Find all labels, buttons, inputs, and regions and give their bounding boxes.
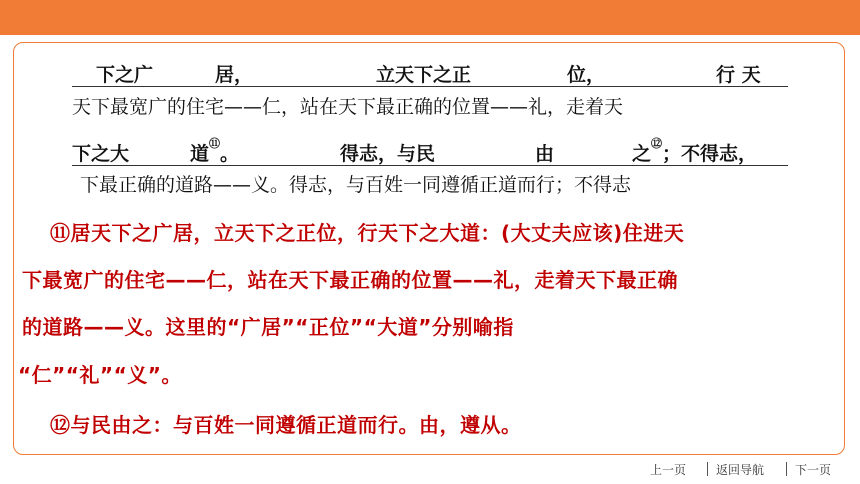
next-page-link[interactable]: 下一页 — [795, 463, 832, 477]
source-punct: 。 — [220, 143, 240, 165]
source-word-with-note — [632, 139, 757, 166]
note-11-line-3: 的道路——义。这里的“广居”“正位”“大道”分别喻指 — [22, 315, 514, 339]
source-word: 居， — [215, 64, 254, 86]
footer-divider — [786, 462, 787, 476]
source-word: 得志，与民 — [340, 143, 436, 165]
note-12: ⑫与民由之：与百姓一同遵循正道而行。由，遵从。 — [50, 413, 522, 437]
source-underline-1 — [72, 86, 788, 87]
note-11-line-2: 下最宽广的住宅——仁，站在天下最正确的位置——礼，走着天下最正确 — [22, 268, 678, 292]
footer-divider — [707, 462, 708, 476]
prev-page-link[interactable]: 上一页 — [650, 463, 687, 477]
source-word: 由 — [535, 143, 555, 165]
back-to-nav-link[interactable]: 返回导航 — [716, 463, 765, 477]
note-11-line-4: “仁”“礼”“义”。 — [18, 363, 182, 387]
source-word: 道 — [190, 143, 210, 165]
note-marker-12: ⑫ — [651, 137, 663, 150]
source-word: 立天下之正 — [376, 64, 472, 86]
source-word-with-note — [190, 139, 239, 166]
source-word: 之 — [632, 143, 652, 165]
note-marker-11: ⑪ — [209, 137, 221, 150]
source-word: ；不得志， — [662, 143, 758, 165]
source-word: 位， — [567, 64, 606, 86]
source-word: 下之大 — [72, 143, 130, 165]
source-word: 行 天 — [716, 64, 761, 86]
translation-line-1: 天下最宽广的住宅——仁，站在天下最正确的位置——礼，走着天 — [72, 96, 624, 118]
note-11-line-1: ⑪居天下之广居，立天下之正位，行天下之大道：(大丈夫应该)住进天 — [50, 221, 685, 245]
source-word: 下之广 — [96, 64, 154, 86]
translation-line-2: 下最正确的道路——义。得志，与百姓一同遵循正道而行；不得志 — [80, 174, 632, 196]
top-banner — [0, 0, 860, 35]
source-underline-2 — [72, 165, 788, 166]
